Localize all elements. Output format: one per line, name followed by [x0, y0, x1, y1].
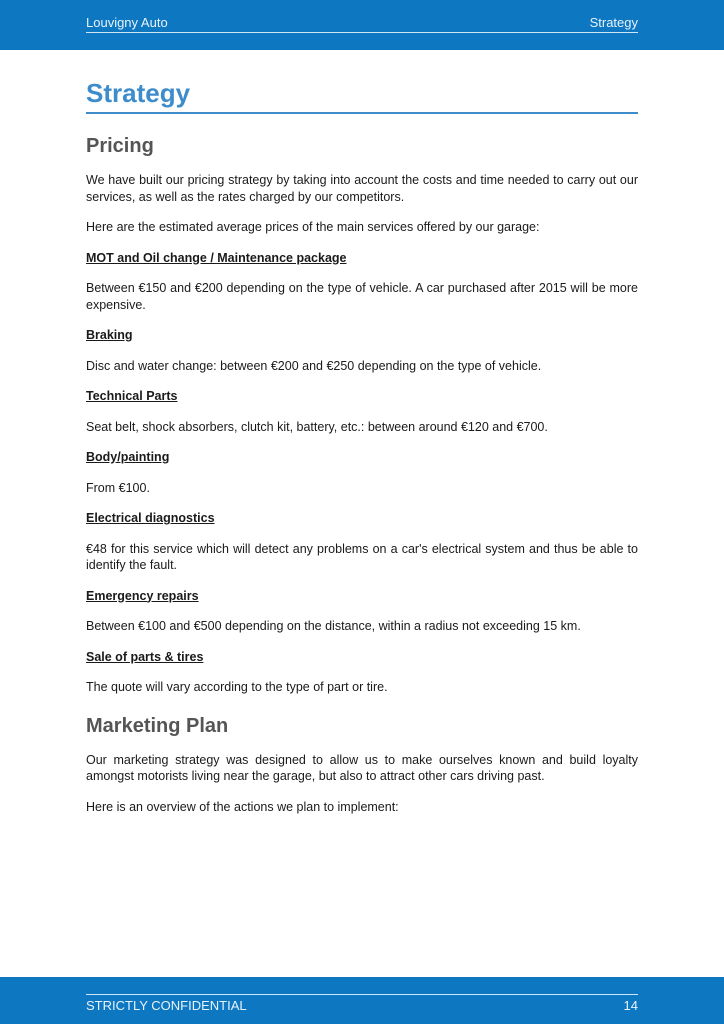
- service-heading: Emergency repairs: [86, 588, 199, 603]
- service-heading: Braking: [86, 328, 133, 342]
- service-heading: Body/painting: [86, 450, 170, 464]
- footer-rule: [86, 994, 638, 1015]
- page-number: 14: [623, 998, 638, 1013]
- page-footer: [0, 977, 724, 1024]
- page-title: Strategy: [86, 76, 638, 114]
- service-description: The quote will vary according to the type of part or tire.: [86, 680, 388, 694]
- service-heading: Sale of parts & tires: [86, 649, 204, 664]
- section-title-pricing: Pricing: [86, 135, 154, 157]
- service-heading: Electrical diagnostics: [86, 511, 215, 525]
- pricing-intro: We have built our pricing strategy by taking into account the costs and time needed to carry out our services, as well as the rates charged by our competitors.: [86, 173, 638, 204]
- header-rule: [86, 14, 638, 33]
- marketing-intro: Our marketing strategy was designed to allow us to make ourselves known and build loyalty amongst motorists living near the garage, but also to attract other cars driving past.: [86, 752, 638, 783]
- marketing-lead: Here is an overview of the actions we plan to implement:: [86, 799, 399, 814]
- service-description: €48 for this service which will detect any problems on a car's electrical system and thus be able to identify the fault.: [86, 541, 638, 572]
- section-title-marketing: Marketing Plan: [86, 714, 229, 737]
- pricing-lead: Here are the estimated average prices of the main services offered by our garage:: [86, 220, 540, 234]
- service-description: Seat belt, shock absorbers, clutch kit, battery, etc.: between around €120 and €700.: [86, 419, 548, 434]
- confidentiality-label: STRICTLY CONFIDENTIAL: [86, 998, 247, 1013]
- service-heading: Technical Parts: [86, 389, 178, 403]
- service-description: Between €100 and €500 depending on the distance, within a radius not exceeding 15 km.: [86, 619, 581, 633]
- service-description: Disc and water change: between €200 and €250 depending on the type of vehicle.: [86, 358, 542, 373]
- service-description: Between €150 and €200 depending on the type of vehicle. A car purchased after 2015 will be more expensive.: [86, 281, 638, 312]
- header-section-name: Strategy: [589, 15, 638, 30]
- service-heading: MOT and Oil change / Maintenance package: [86, 250, 347, 265]
- header-company-name: Louvigny Auto: [86, 15, 168, 30]
- page-header: [0, 0, 724, 50]
- service-description: From €100.: [86, 480, 150, 495]
- page-content: [86, 76, 638, 829]
